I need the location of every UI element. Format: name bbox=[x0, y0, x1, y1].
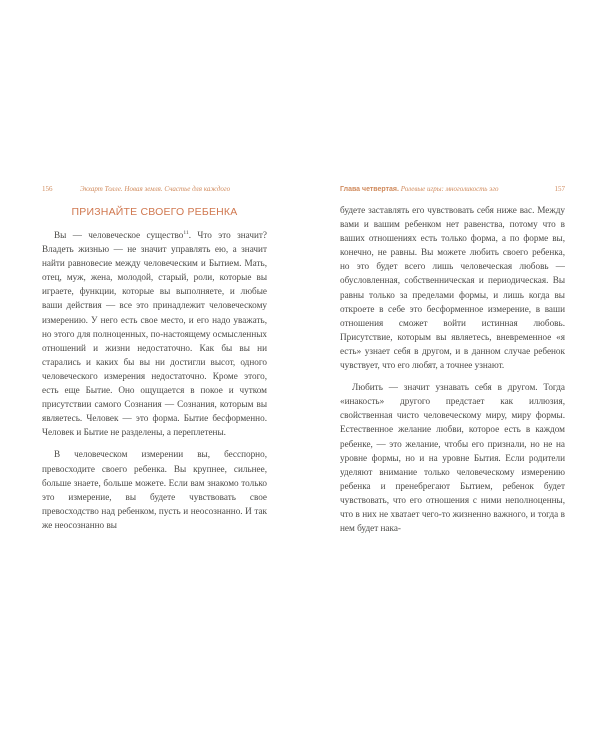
right-text-body bbox=[340, 203, 565, 543]
page-number-right: 157 bbox=[554, 185, 565, 193]
running-head-title-left: Экхарт Толле. Новая земля. Счастье для каждого bbox=[80, 185, 231, 193]
paragraph: будете заставлять его чувствовать себя ниже вас. Между вами и вашим ребенком нет равенства, потому что в ваших отношениях есть только форма, а по форме вы, конечно, не равны. Вы можете любить своего ребенка, но это будет всего лишь человеческая любовь — обусловленная, собственническая и периодическая. Вы равны только за пределами формы, и лишь когда вы откроете в себе это бесформенное измерение, в ваши отношения сможет войти истинная любовь. Присутствие, которым вы являетесь, вневременное «я есть» узнает себя в другом, и в данном случае ребенок чувствует, что его любят, а точнее узнают. bbox=[340, 205, 565, 371]
running-head-title-right bbox=[340, 183, 499, 195]
paragraph-text: . Что это значит? Владеть жизнью — не значит управлять ею, а значит найти равновесие между человеческим и Бытием. Мать, отец, муж, жена, молодой, старый, роли, которые вы играете, функции, которые вы выполняете, и любые ваши действия — все это принадлежит человеческому измерению. У него есть свое место, и его надо уважать, но этого для полноценных, по-настоящему осмысленных отношений и жизни недостаточно. Как бы вы ни старались и каких бы вы ни достигли высот, одного человеческого измерения недостаточно. Кроме этого, есть еще Бытие. Оно ощущается в покое и чутком присутствии самого Сознания — Сознания, которым вы являетесь. Человек — это форма. Бытие бесформенно. Человек и Бытие не разделены, а переплетены. bbox=[42, 230, 267, 438]
footnote-mark: 11 bbox=[183, 229, 189, 236]
chapter-label: Глава четвертая. bbox=[340, 186, 399, 193]
left-running-head bbox=[42, 183, 267, 195]
page-number-left: 156 bbox=[42, 185, 53, 193]
paragraph bbox=[42, 228, 267, 439]
left-text-body bbox=[42, 228, 267, 540]
paragraph-text: Вы — человеческое существо bbox=[54, 230, 184, 240]
paragraph: Любить — значит узнавать себя в другом. Тогда «инакость» другого предстает как иллюзия, свойственная чисто человеческому миру, миру формы. Естественное желание любви, которое есть в каждом ребенке, — это желание, чтобы его признали, но не на уровне формы, но и на уровне Бытия. Если родители уделяют внимание только человеческому измерению ребенка и пренебрегают Бытием, ребенок будет чувствовать, что его отношения с ними неполноценны, что в них не хватает чего-то жизненно важного, и тогда в нем будет нака- bbox=[340, 382, 565, 534]
paragraph: В человеческом измерении вы, бесспорно, превосходите своего ребенка. Вы крупнее, сильнее, больше знаете, больше можете. Если вам знакомо только это измерение, вы будете чувствовать свое превосходство над ребенком, пусть и неосознанно. И так же неосознанно вы bbox=[42, 449, 267, 530]
section-heading: ПРИЗНАЙТЕ СВОЕГО РЕБЕНКА bbox=[71, 206, 238, 218]
right-running-head bbox=[340, 183, 565, 195]
chapter-title: Ролевые игры: многоликость эго bbox=[400, 185, 499, 193]
